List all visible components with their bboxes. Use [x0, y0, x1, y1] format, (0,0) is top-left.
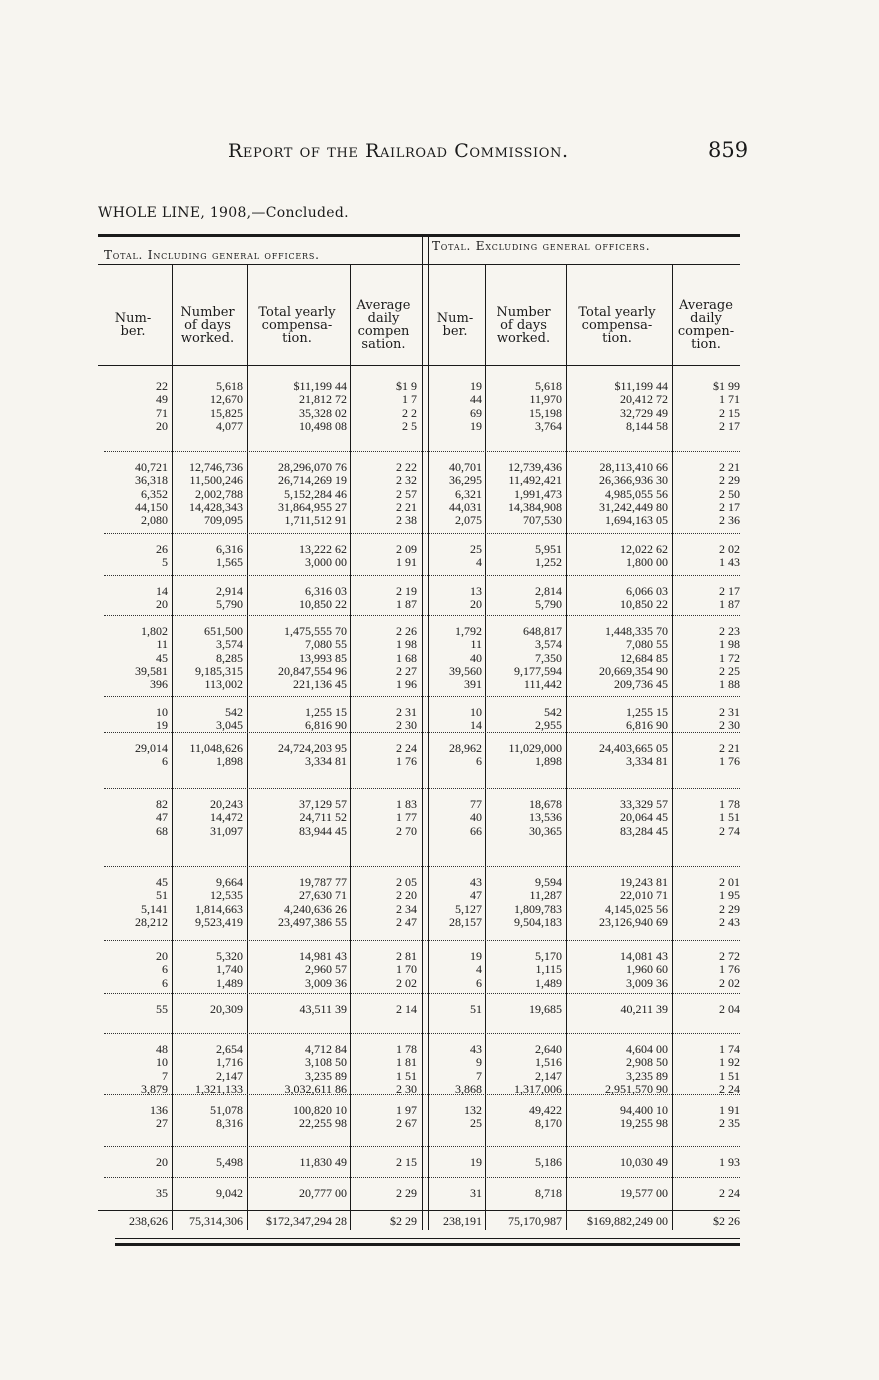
- dotted-separator: [104, 866, 740, 867]
- table-cell: 22 49 71 20: [156, 379, 168, 433]
- header-rule: [98, 365, 740, 366]
- table-cell: $11,199 44 20,412 72 32,729 49 8,144 58: [614, 379, 668, 433]
- table-subheading: WHOLE LINE, 1908,—Concluded.: [98, 205, 349, 221]
- table-cell: 2 72 1 76 2 02: [719, 949, 740, 990]
- table-cell: 1 78 1 81 1 51 2 30: [396, 1042, 417, 1096]
- column-divider: [566, 265, 567, 1230]
- table-cell: 24,724,203 95 3,334 81: [278, 741, 347, 769]
- table-cell: $1 99 1 71 2 15 2 17: [713, 379, 740, 433]
- dotted-separator: [104, 1033, 740, 1034]
- table-cell: 28,113,410 66 26,366,936 30 4,985,055 56 31,242,449 80 1,694,163 05: [599, 460, 668, 528]
- table-cell: 33,329 57 20,064 45 83,284 45: [620, 797, 668, 838]
- table-cell: 20,777 00: [299, 1186, 347, 1200]
- total-cell: 75,170,987: [508, 1214, 562, 1228]
- table-cell: 82 47 68: [156, 797, 168, 838]
- column-divider: [672, 265, 673, 1230]
- table-cell: 2 17 1 87: [719, 584, 740, 612]
- table-cell: 2 02 1 43: [719, 542, 740, 570]
- table-cell: 55: [156, 1002, 168, 1016]
- table-cell: 19,243 81 22,010 71 4,145,025 56 23,126,940 69: [599, 875, 668, 929]
- total-cell: 238,626: [129, 1214, 168, 1228]
- table-cell: 6,316 1,565: [216, 542, 243, 570]
- table-cell: 10,030 49: [620, 1155, 668, 1169]
- table-cell: 11,830 49: [299, 1155, 347, 1169]
- table-cell: 1,475,555 70 7,080 55 13,993 85 20,847,554 96 221,136 45: [278, 624, 347, 692]
- table-cell: 40,211 39: [620, 1002, 668, 1016]
- page-title: Report of the Railroad Commission.: [228, 140, 569, 162]
- bottom-rule-thin: [115, 1238, 740, 1239]
- table-cell: 2 14: [396, 1002, 417, 1016]
- table-cell: 19 4 6: [470, 949, 482, 990]
- table-cell: 2 21 2 29 2 50 2 17 2 36: [719, 460, 740, 528]
- table-cell: 37,129 57 24,711 52 83,944 45: [299, 797, 347, 838]
- table-cell: 25 4: [470, 542, 482, 570]
- table-cell: 48 10 7 3,879: [141, 1042, 168, 1096]
- table-cell: 43 47 5,127 28,157: [449, 875, 482, 929]
- table-cell: 12,739,436 11,492,421 1,991,473 14,384,908 707,530: [508, 460, 562, 528]
- dotted-separator: [104, 575, 740, 576]
- table-cell: 6,066 03 10,850 22: [620, 584, 668, 612]
- dotted-separator: [104, 1146, 740, 1147]
- table-cell: 2 01 1 95 2 29 2 43: [719, 875, 740, 929]
- column-divider: [172, 265, 173, 1230]
- table-cell: 12,746,736 11,500,246 2,002,788 14,428,343 709,095: [189, 460, 243, 528]
- page-number: 859: [708, 138, 749, 162]
- table-cell: 9,042: [216, 1186, 243, 1200]
- column-divider: [485, 265, 486, 1230]
- table-cell: 19,685: [529, 1002, 562, 1016]
- column-header: Num- ber.: [114, 311, 152, 339]
- table-cell: 2 22 2 32 2 57 2 21 2 38: [396, 460, 417, 528]
- table-cell: 6,316 03 10,850 22: [299, 584, 347, 612]
- total-rule: [98, 1210, 740, 1211]
- table-cell: 2 21 1 76: [719, 741, 740, 769]
- section-including: Total. Including general officers.: [104, 248, 320, 262]
- table-cell: 2 29: [396, 1186, 417, 1200]
- total-cell: $172,347,294 28: [266, 1214, 347, 1228]
- table-cell: 77 40 66: [470, 797, 482, 838]
- table-cell: 4,604 00 2,908 50 3,235 89 2,951,570 90: [605, 1042, 668, 1096]
- table-cell: 20,309: [210, 1002, 243, 1016]
- table-cell: 1 93: [719, 1155, 740, 1169]
- table-cell: $1 9 1 7 2 2 2 5: [396, 379, 417, 433]
- table-cell: 51,078 8,316: [210, 1103, 243, 1131]
- table-cell: 11,029,000 1,898: [508, 741, 562, 769]
- table-cell: 13,222 62 3,000 00: [299, 542, 347, 570]
- table-cell: 2,654 1,716 2,147 1,321,133: [195, 1042, 243, 1096]
- dotted-separator: [104, 940, 740, 941]
- column-header: Average daily compen- tion.: [677, 298, 735, 352]
- column-header: Total yearly compensa- tion.: [258, 304, 336, 346]
- table-cell: 2 24: [719, 1186, 740, 1200]
- column-header: Number of days worked.: [180, 304, 235, 346]
- table-cell: 2,814 5,790: [535, 584, 562, 612]
- table-cell: 20,243 14,472 31,097: [210, 797, 243, 838]
- table-cell: 49,422 8,170: [529, 1103, 562, 1131]
- top-rule: [98, 234, 740, 237]
- table-cell: 19,787 77 27,630 71 4,240,636 26 23,497,386 55: [278, 875, 347, 929]
- table-cell: 2 15: [396, 1155, 417, 1169]
- table-cell: 5,320 1,740 1,489: [216, 949, 243, 990]
- table-cell: 100,820 10 22,255 98: [293, 1103, 347, 1131]
- table-cell: 12,022 62 1,800 00: [620, 542, 668, 570]
- table-cell: 24,403,665 05 3,334 81: [599, 741, 668, 769]
- table-cell: 5,498: [216, 1155, 243, 1169]
- table-cell: 2 31 2 30: [396, 705, 417, 733]
- table-cell: 2 09 1 91: [396, 542, 417, 570]
- table-cell: 136 27: [150, 1103, 168, 1131]
- table-cell: 2,640 1,516 2,147 1,317,006: [514, 1042, 562, 1096]
- table-cell: 1 74 1 92 1 51 2 24: [719, 1042, 740, 1096]
- total-cell: $169,882,249 00: [587, 1214, 668, 1228]
- table-cell: 2 81 1 70 2 02: [396, 949, 417, 990]
- table-cell: 28,962 6: [449, 741, 482, 769]
- dotted-separator: [104, 615, 740, 616]
- table-cell: 14,081 43 1,960 60 3,009 36: [620, 949, 668, 990]
- table-cell: 35: [156, 1186, 168, 1200]
- table-cell: 5,186: [535, 1155, 562, 1169]
- table-cell: 31: [470, 1186, 482, 1200]
- table-cell: 2 24 1 76: [396, 741, 417, 769]
- column-header: Average daily compen sation.: [356, 298, 411, 352]
- table-cell: 43,511 39: [299, 1002, 347, 1016]
- table-cell: 5,618 12,670 15,825 4,077: [210, 379, 243, 433]
- table-cell: 1,792 11 40 39,560 391: [449, 624, 482, 692]
- total-cell: $2 29: [390, 1214, 417, 1228]
- dotted-separator: [104, 1177, 740, 1178]
- table-cell: 651,500 3,574 8,285 9,185,315 113,002: [195, 624, 243, 692]
- table-cell: 19: [470, 1155, 482, 1169]
- table-cell: 2 26 1 98 1 68 2 27 1 96: [396, 624, 417, 692]
- table-cell: 29,014 6: [135, 741, 168, 769]
- column-divider: [350, 265, 351, 1230]
- dotted-separator: [104, 451, 740, 452]
- table-cell: 9,664 12,535 1,814,663 9,523,419: [195, 875, 243, 929]
- table-cell: 1 91 2 35: [719, 1103, 740, 1131]
- table-cell: 2 19 1 87: [396, 584, 417, 612]
- total-cell: 238,191: [443, 1214, 482, 1228]
- table-cell: 1,802 11 45 39,581 396: [135, 624, 168, 692]
- table-cell: 2,914 5,790: [216, 584, 243, 612]
- dotted-separator: [104, 533, 740, 534]
- table-cell: 11,048,626 1,898: [189, 741, 243, 769]
- table-cell: 51: [470, 1002, 482, 1016]
- column-divider: [247, 265, 248, 1230]
- table-cell: 28,296,070 76 26,714,269 19 5,152,284 46 31,864,955 27 1,711,512 91: [278, 460, 347, 528]
- table-cell: 26 5: [156, 542, 168, 570]
- table-cell: 40,701 36,295 6,321 44,031 2,075: [449, 460, 482, 528]
- total-cell: $2 26: [713, 1214, 740, 1228]
- table-cell: 1,448,335 70 7,080 55 12,684 85 20,669,354 90 209,736 45: [599, 624, 668, 692]
- table-cell: 18,678 13,536 30,365: [529, 797, 562, 838]
- table-cell: 45 51 5,141 28,212: [135, 875, 168, 929]
- section-rule: [98, 264, 740, 265]
- column-header: Num- ber.: [436, 311, 474, 339]
- dotted-separator: [104, 788, 740, 789]
- table-cell: 1 83 1 77 2 70: [396, 797, 417, 838]
- table-cell: 2 31 2 30: [719, 705, 740, 733]
- table-cell: 542 3,045: [216, 705, 243, 733]
- table-cell: 2 04: [719, 1002, 740, 1016]
- dotted-separator: [104, 1094, 740, 1095]
- table-cell: 19,577 00: [620, 1186, 668, 1200]
- table-cell: 13 20: [470, 584, 482, 612]
- bottom-rule: [115, 1243, 740, 1246]
- table-cell: 9,594 11,287 1,809,783 9,504,183: [514, 875, 562, 929]
- table-cell: 14,981 43 2,960 57 3,009 36: [299, 949, 347, 990]
- dotted-separator: [104, 993, 740, 994]
- dotted-separator: [104, 732, 740, 733]
- table-cell: 5,951 1,252: [535, 542, 562, 570]
- table-cell: 4,712 84 3,108 50 3,235 89 3,032,611 86: [284, 1042, 347, 1096]
- table-cell: 8,718: [535, 1186, 562, 1200]
- table-cell: 40,721 36,318 6,352 44,150 2,080: [135, 460, 168, 528]
- table-cell: 1,255 15 6,816 90: [626, 705, 668, 733]
- table-cell: 20: [156, 1155, 168, 1169]
- table-cell: 10 14: [470, 705, 482, 733]
- table-cell: 43 9 7 3,868: [455, 1042, 482, 1096]
- table-cell: 14 20: [156, 584, 168, 612]
- total-cell: 75,314,306: [189, 1214, 243, 1228]
- table-cell: 2 05 2 20 2 34 2 47: [396, 875, 417, 929]
- column-header: Number of days worked.: [496, 304, 551, 346]
- table-cell: $11,199 44 21,812 72 35,328 02 10,498 08: [293, 379, 347, 433]
- section-excluding: Total. Excluding general officers.: [432, 239, 651, 253]
- dotted-separator: [104, 696, 740, 697]
- column-header: Total yearly compensa- tion.: [578, 304, 656, 346]
- table-cell: 5,170 1,115 1,489: [535, 949, 562, 990]
- table-cell: 10 19: [156, 705, 168, 733]
- table-cell: 1,255 15 6,816 90: [305, 705, 347, 733]
- table-cell: 132 25: [464, 1103, 482, 1131]
- table-cell: 5,618 11,970 15,198 3,764: [529, 379, 562, 433]
- table-cell: 2 23 1 98 1 72 2 25 1 88: [719, 624, 740, 692]
- table-cell: 1 78 1 51 2 74: [719, 797, 740, 838]
- table-cell: 20 6 6: [156, 949, 168, 990]
- table-cell: 94,400 10 19,255 98: [620, 1103, 668, 1131]
- table-cell: 19 44 69 19: [470, 379, 482, 433]
- table-cell: 648,817 3,574 7,350 9,177,594 111,442: [514, 624, 562, 692]
- table-cell: 542 2,955: [535, 705, 562, 733]
- table-cell: 1 97 2 67: [396, 1103, 417, 1131]
